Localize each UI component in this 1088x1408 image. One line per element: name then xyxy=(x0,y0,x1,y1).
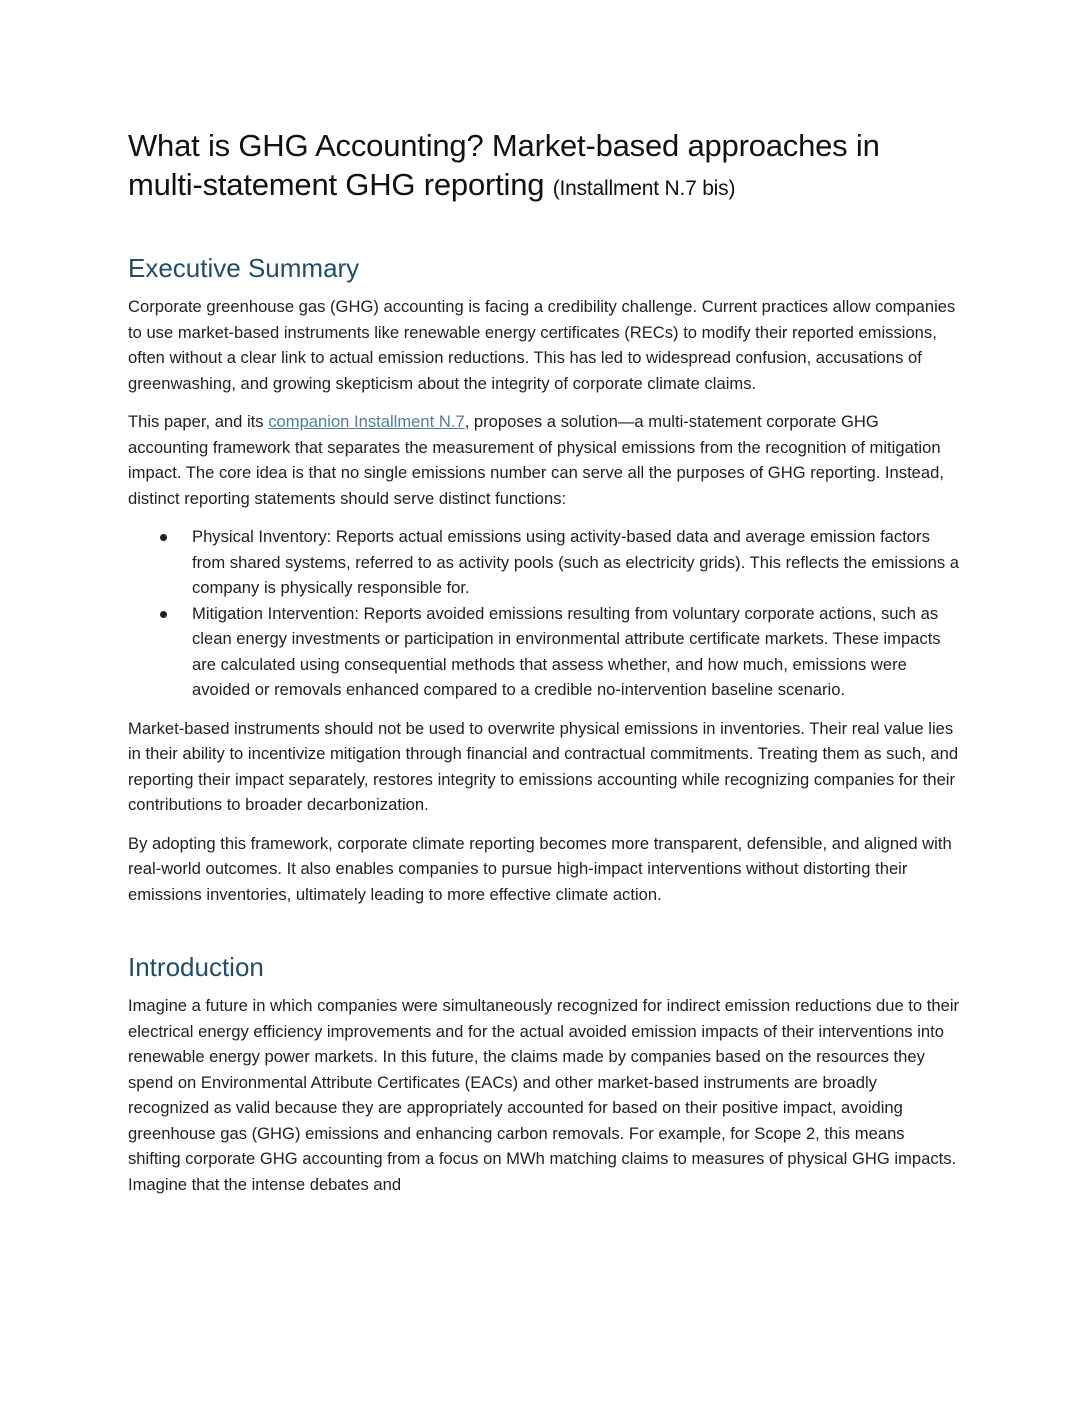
introduction-heading: Introduction xyxy=(128,952,264,982)
executive-summary-heading: Executive Summary xyxy=(128,253,360,283)
bullet-dot-icon xyxy=(160,534,167,541)
summary-p2-before-link: This paper, and its xyxy=(128,412,269,431)
summary-paragraph-3: Market-based instruments should not be used to overwrite physical emissions in inventories. Their real value lies in their ability to incentivize mitigation through financial and contractual commitments. Treating them as such, and reporting their impact separately, restores integrity to emissions accounting while recognizing companies for their contributions to broader decarbonization. xyxy=(128,718,959,814)
summary-bullet-list xyxy=(128,524,960,703)
summary-paragraph-4: By adopting this framework, corporate climate reporting becomes more transparent, defensible, and aligned with real-world outcomes. It also enables companies to pursue high-impact interventions without distorting their emissions inventories, ultimately leading to more effective climate action. xyxy=(128,833,952,904)
bullet-item-mitigation-intervention xyxy=(128,601,960,703)
bullet-text: Physical Inventory: Reports actual emissions using activity-based data and average emission factors from shared systems, referred to as activity pools (such as electricity grids). This reflects the emissions a company is physically responsible for. xyxy=(192,527,959,597)
title-installment: (Installment N.7 bis) xyxy=(552,177,736,200)
title-main: What is GHG Accounting? Market-based approaches in multi-statement GHG reporting xyxy=(128,128,880,202)
summary-paragraph-1: Corporate greenhouse gas (GHG) accounting is facing a credibility challenge. Current practices allow companies to use market-based instruments like renewable energy certificates (RECs) to modify their reported emissions, often without a clear link to actual emission reductions. This has led to widespread confusion, accusations of greenwashing, and growing skepticism about the integrity of corporate climate claims. xyxy=(128,297,956,393)
bullet-item-physical-inventory xyxy=(128,524,960,601)
introduction-paragraph-1: Imagine a future in which companies were simultaneously recognized for indirect emission reductions due to their electrical energy efficiency improvements and for the actual avoided emission impacts of their interventions into renewable energy power markets. In this future, the claims made by companies based on the resources they spend on Environmental Attribute Certificates (EACs) and other market-based instruments are broadly recognized as valid because they are appropriately accounted for based on their positive impact, avoiding greenhouse gas (GHG) emissions and enhancing carbon removals. For example, for Scope 2, this means shifting corporate GHG accounting from a focus on MWh matching claims to measures of physical GHG impacts. Imagine that the intense debates and xyxy=(128,996,960,1194)
document-title xyxy=(128,126,960,208)
companion-installment-link[interactable]: companion Installment N.7 xyxy=(268,412,465,431)
document-page xyxy=(128,126,960,1197)
summary-p2-after-link: , proposes a solution—a multi-statement corporate GHG accounting framework that separates the measurement of physical emissions from the recognition of mitigation impact. The core idea is that no single emissions number can serve all the purposes of GHG reporting. Instead, distinct reporting statements should serve distinct functions: xyxy=(128,412,944,508)
bullet-text: Mitigation Intervention: Reports avoided emissions resulting from voluntary corporate actions, such as clean energy investments or participation in environmental attribute certificate markets. These impacts are calculated using consequential methods that assess whether, and how much, emissions were avoided or removals enhanced compared to a credible no-intervention baseline scenario. xyxy=(192,603,941,699)
bullet-dot-icon xyxy=(160,611,167,618)
summary-paragraph-2 xyxy=(128,409,960,511)
